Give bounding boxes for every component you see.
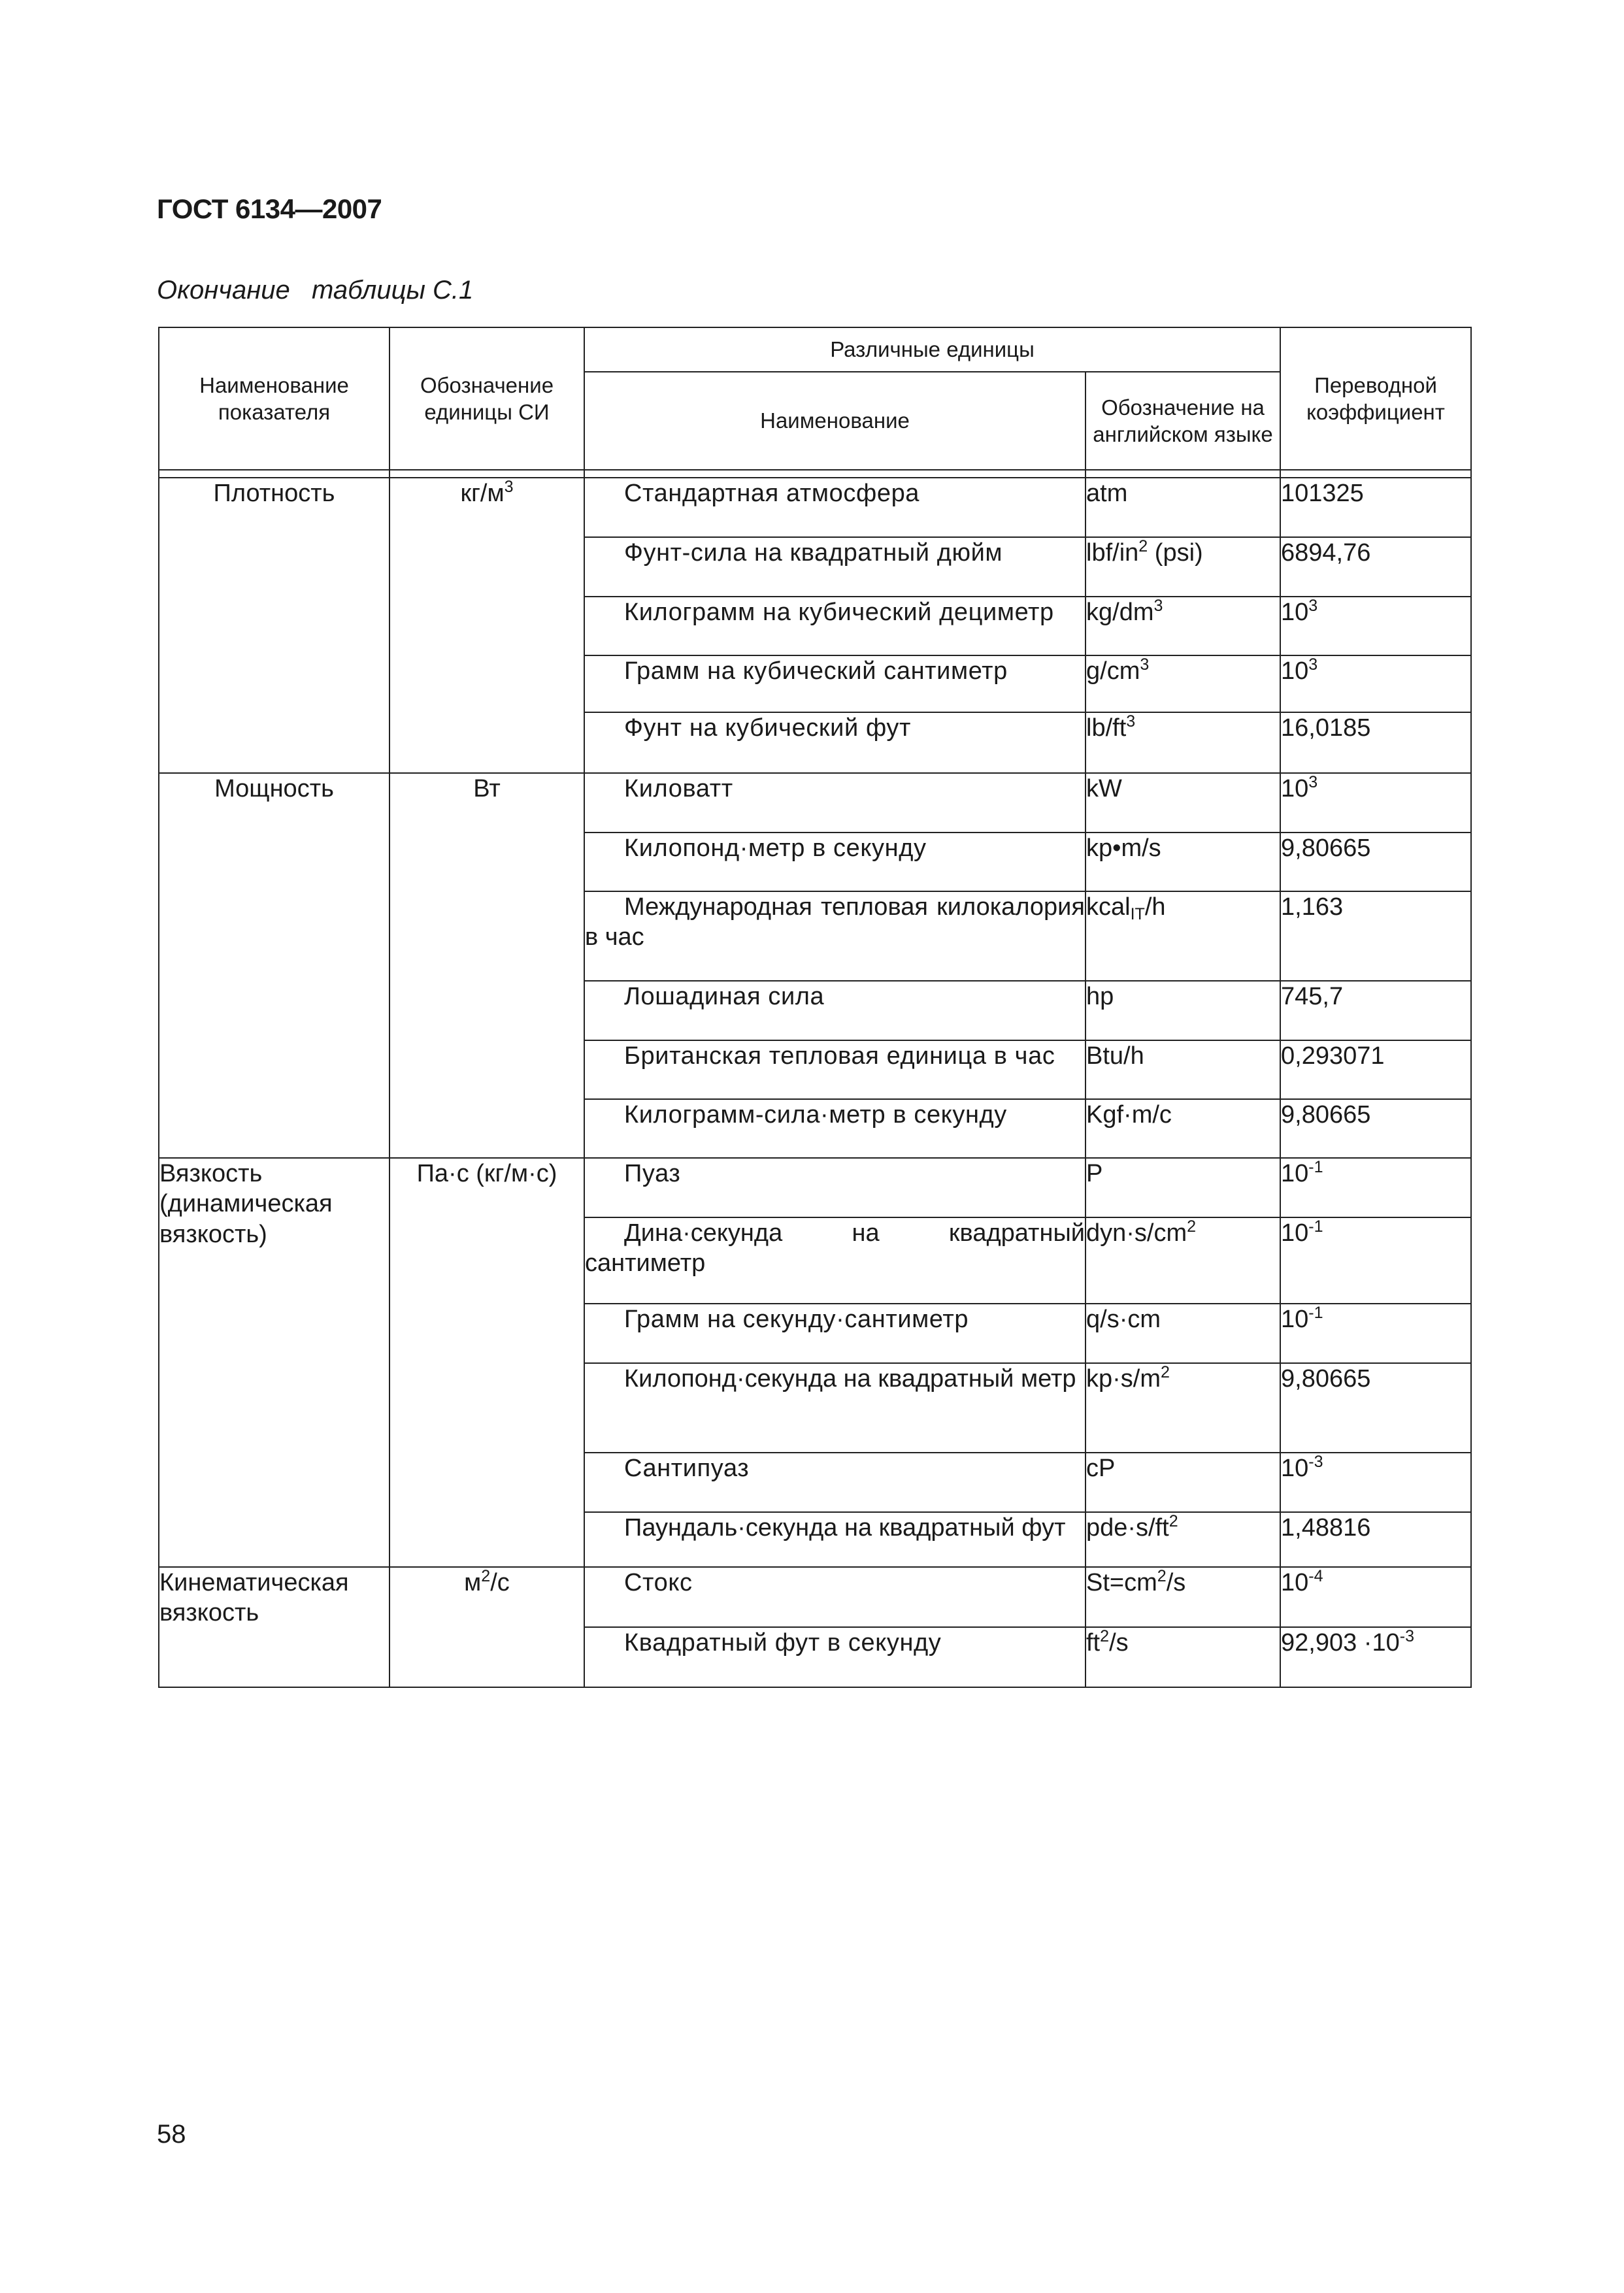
english-designation-cell: Kgf·m/c xyxy=(1085,1099,1280,1158)
unit-name-cell: Сантипуаз xyxy=(584,1453,1085,1512)
conversion-factor-cell: 1,163 xyxy=(1280,891,1471,981)
conversion-factor-cell: 9,80665 xyxy=(1280,833,1471,891)
header-unit-name: Наименование xyxy=(584,372,1085,470)
unit-name-cell: Стокс xyxy=(584,1567,1085,1627)
header-separator xyxy=(159,470,1471,478)
superscript: 3 xyxy=(504,478,514,497)
unit-name-cell: Дина·секунда на квадратный сантиметр xyxy=(584,1217,1085,1304)
unit-name-cell: Фунт на кубический фут xyxy=(584,712,1085,773)
conversion-factor-cell: $10^{-1}$ xyxy=(1280,1217,1471,1304)
header-si-unit: Обозначение единицы СИ xyxy=(389,327,584,470)
english-designation-cell: kcal$_{IT}$/h xyxy=(1085,891,1280,981)
english-designation-cell: $dyn\cdot s/cm^2$ xyxy=(1085,1217,1280,1304)
english-designation-cell: cP xyxy=(1085,1453,1280,1512)
english-designation-cell: hp xyxy=(1085,981,1280,1040)
header-english-designation: Обозначение на английском языке xyxy=(1085,372,1280,470)
superscript: 2 xyxy=(1168,1512,1178,1531)
unit-name-cell: Лошадиная сила xyxy=(584,981,1085,1040)
english-designation-cell: $ft^2/s$ xyxy=(1085,1627,1280,1687)
table-caption: Окончание таблицы С.1 xyxy=(157,276,474,305)
superscript: -1 xyxy=(1308,1217,1323,1236)
table-row xyxy=(159,478,1471,537)
indicator-name: Вязкость (динамическая вязкость) xyxy=(159,1160,333,1248)
header-conversion-factor: Переводной коэффициент xyxy=(1280,327,1471,470)
unit-name-cell: Пуаз xyxy=(584,1158,1085,1217)
english-designation-cell: Btu/h xyxy=(1085,1040,1280,1099)
indicator-cell xyxy=(159,478,389,773)
conversion-factor-cell: $10^{-1}$ xyxy=(1280,1304,1471,1363)
english-designation-cell: $g/cm^3$ xyxy=(1085,655,1280,712)
english-designation-cell: $kg/dm^3$ xyxy=(1085,597,1280,655)
superscript: 2 xyxy=(1157,1567,1167,1586)
english-designation-cell: $St=cm^2/s$ xyxy=(1085,1567,1280,1627)
superscript: -3 xyxy=(1308,1453,1323,1472)
subscript: IT xyxy=(1130,905,1145,924)
conversion-factor-cell: $10^{-1}$ xyxy=(1280,1158,1471,1217)
si-unit-cell: $м^2/с$ xyxy=(389,1567,584,1687)
superscript: 2 xyxy=(1138,537,1148,556)
indicator-cell xyxy=(159,1158,389,1567)
conversion-factor-cell: 6894,76 xyxy=(1280,537,1471,597)
unit-name-cell: Киловатт xyxy=(584,773,1085,833)
superscript: -1 xyxy=(1308,1158,1323,1177)
table-body xyxy=(159,478,1471,1687)
unit-name-cell: Квадратный фут в секунду xyxy=(584,1627,1085,1687)
english-designation-cell: kp•m/s xyxy=(1085,833,1280,891)
indicator-cell xyxy=(159,1567,389,1687)
unit-name-cell: Килограмм-сила·метр в секунду xyxy=(584,1099,1085,1158)
english-designation-cell: q/s·cm xyxy=(1085,1304,1280,1363)
english-designation-cell: $lb/ft^3$ xyxy=(1085,712,1280,773)
english-designation-cell: kW xyxy=(1085,773,1280,833)
superscript: 3 xyxy=(1153,597,1163,616)
superscript: 3 xyxy=(1140,655,1150,674)
english-designation-cell: lbf/$in^2$ (psi) xyxy=(1085,537,1280,597)
superscript: -4 xyxy=(1308,1567,1323,1586)
table-row xyxy=(159,1158,1471,1217)
page-number: 58 xyxy=(157,2120,186,2149)
conversion-factor-cell: $10^3$ xyxy=(1280,597,1471,655)
superscript: 3 xyxy=(1126,712,1136,731)
conversion-factor-cell: $10^{-4}$ xyxy=(1280,1567,1471,1627)
table-header xyxy=(159,327,1471,478)
superscript: -1 xyxy=(1308,1304,1323,1323)
header-indicator-name: Наименование показателя xyxy=(159,327,389,470)
english-designation-cell: $pde\cdot s/ft^2$ xyxy=(1085,1512,1280,1567)
conversion-factor-cell: 9,80665 xyxy=(1280,1363,1471,1453)
english-designation-cell: P xyxy=(1085,1158,1280,1217)
indicator-name: Мощность xyxy=(214,775,334,802)
unit-name-cell: Британская тепловая единица в час xyxy=(584,1040,1085,1099)
unit-name-cell: Паундаль·секунда на квадратный фут xyxy=(584,1512,1085,1567)
conversion-factor-cell: $10^3$ xyxy=(1280,655,1471,712)
conversion-factor-cell: 101325 xyxy=(1280,478,1471,537)
unit-name-cell: Грамм на кубический сантиметр xyxy=(584,655,1085,712)
conversion-factor-cell: $92,903 \cdot 10^{-3}$ xyxy=(1280,1627,1471,1687)
table-row xyxy=(159,1567,1471,1627)
unit-name-cell: Килопонд·метр в секунду xyxy=(584,833,1085,891)
unit-name-cell: Грамм на секунду·сантиметр xyxy=(584,1304,1085,1363)
table-row xyxy=(159,773,1471,833)
si-unit-cell: Па·с (кг/м·с) xyxy=(389,1158,584,1567)
conversion-factor-cell: 745,7 xyxy=(1280,981,1471,1040)
unit-name-cell: Килопонд·секунда на квадратный метр xyxy=(584,1363,1085,1453)
unit-name-cell: Фунт-сила на квадратный дюйм xyxy=(584,537,1085,597)
indicator-name: Кинематическая вязкость xyxy=(159,1569,349,1627)
document-header: ГОСТ 6134—2007 xyxy=(157,193,382,224)
unit-name-cell: Стандартная атмосфера xyxy=(584,478,1085,537)
superscript: 2 xyxy=(1161,1363,1170,1382)
conversion-factor-cell: 1,48816 xyxy=(1280,1512,1471,1567)
english-designation-cell: $kp\cdot s/m^2$ xyxy=(1085,1363,1280,1453)
superscript: 3 xyxy=(1308,655,1318,674)
conversion-factor-cell: $10^{-3}$ xyxy=(1280,1453,1471,1512)
indicator-cell xyxy=(159,773,389,1158)
superscript: 2 xyxy=(481,1567,491,1586)
english-designation-cell: atm xyxy=(1085,478,1280,537)
conversion-factor-cell: $10^3$ xyxy=(1280,773,1471,833)
conversion-factor-cell: 0,293071 xyxy=(1280,1040,1471,1099)
superscript: -3 xyxy=(1399,1627,1415,1646)
si-unit-cell: Вт xyxy=(389,773,584,1158)
indicator-name: Плотность xyxy=(213,480,335,507)
superscript: 3 xyxy=(1308,773,1318,792)
unit-name-cell: Международная тепловая килокалория в час xyxy=(584,891,1085,981)
conversion-factor-cell: 9,80665 xyxy=(1280,1099,1471,1158)
conversion-factor-cell: 16,0185 xyxy=(1280,712,1471,773)
unit-name-cell: Килограмм на кубический дециметр xyxy=(584,597,1085,655)
si-unit-cell: $кг/м^3$ xyxy=(389,478,584,773)
header-various-units: Различные единицы xyxy=(584,327,1280,372)
superscript: 2 xyxy=(1100,1627,1110,1646)
superscript: 3 xyxy=(1308,597,1318,616)
conversion-table xyxy=(158,327,1472,1688)
superscript: 2 xyxy=(1187,1217,1197,1236)
